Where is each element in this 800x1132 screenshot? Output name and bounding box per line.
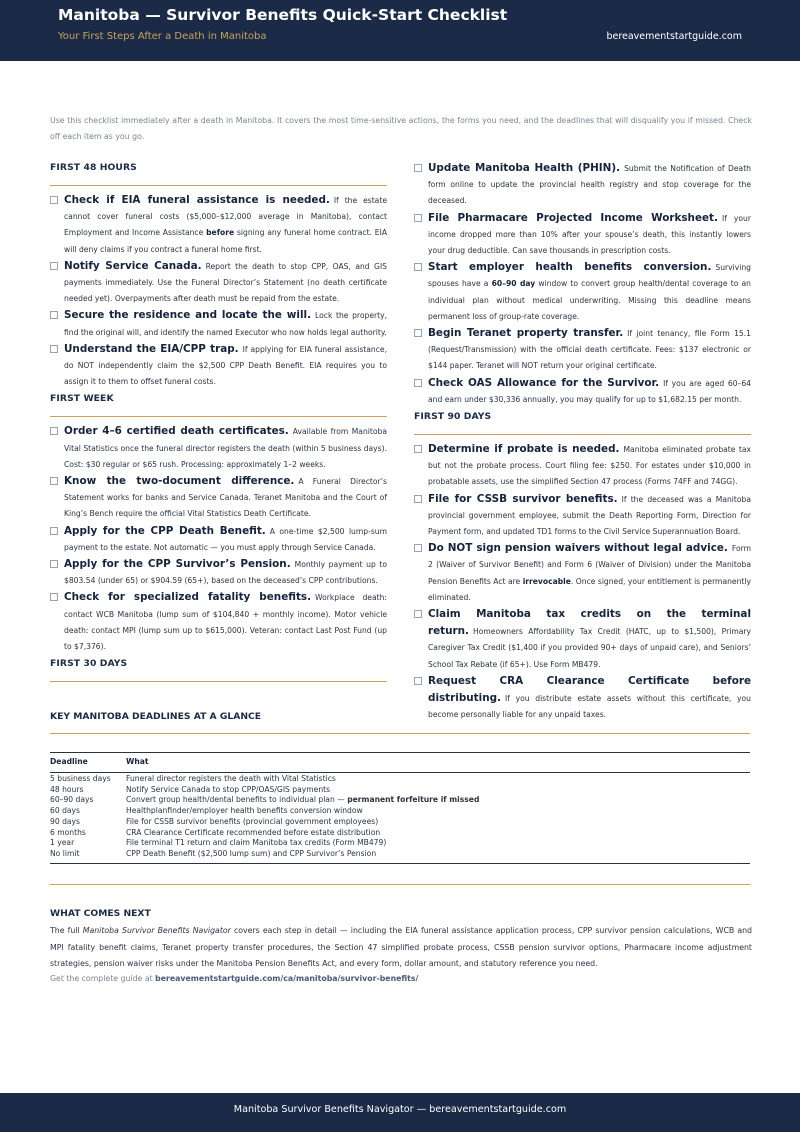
table-row (50, 838, 750, 849)
checkbox[interactable] (50, 560, 58, 568)
item-text: A Funeral Director’s Statement works for banks and Service Canada. Teranet Manitoba and the Court of King’s Bench require the official Vital Statistics Death Certificate. (64, 477, 387, 519)
checklist-item (50, 341, 387, 391)
table-row (50, 785, 750, 796)
item-text: signing any funeral home contract. EIA will deny claims if you contract a funeral home first. (64, 228, 388, 254)
deadline-cell: 90 days (50, 816, 81, 826)
item-text: Form 2 (Waiver of Survivor Benefit) and Form 6 (Waiver of Division) under the Manitoba Pension Benefits Act are (428, 544, 751, 586)
item-emphasis: 60–90 day (491, 279, 536, 289)
table-row (50, 817, 750, 828)
item-text: If you distribute estate assets without this certificate, you become personally liable for any unpaid taxes. (428, 694, 751, 720)
checklist-item (50, 556, 387, 589)
whats-next-text-part: The full (50, 926, 80, 935)
footer-text: Manitoba Survivor Benefits Navigator — bereavementstartguide.com (233, 1104, 567, 1115)
item-heading: Update Manitoba Health (PHIN). (428, 162, 621, 174)
whats-next-text (50, 923, 752, 973)
checkbox[interactable] (50, 593, 58, 601)
item-heading: Check for specialized fatality benefits. (64, 591, 312, 604)
section-divider (414, 434, 751, 435)
deadline-cell: 60 days (50, 806, 81, 816)
column-header-what: What (126, 753, 750, 773)
item-text: If you are aged 60–64 and earn under $30,336 annually, you may qualify for up to $1,682.15 per month. (428, 378, 751, 404)
section-title-first-30-days: FIRST 30 DAYS (50, 658, 128, 670)
deadline-cell: 6 months (50, 827, 86, 837)
section-divider (50, 185, 387, 186)
table-row (50, 828, 750, 839)
deadline-cell: 5 business days (50, 774, 111, 783)
checkbox[interactable] (414, 544, 422, 552)
table-row (50, 849, 750, 863)
what-cell: Funeral director registers the death with Vital Statistics (126, 774, 336, 783)
table-row (50, 795, 750, 806)
item-text: Surviving spouses have a (428, 263, 751, 289)
section-divider (50, 416, 387, 417)
item-text: Workplace death: contact WCB Manitoba (lump sum of $104,840 + monthly income). Motor vehicle death: contact MPI (lump sum up to $615,000). Veteran: contact Last Post Fund (up to $7,376). (64, 593, 387, 652)
checkbox[interactable] (50, 427, 58, 435)
checklist-item (50, 423, 387, 473)
item-heading: Check OAS Allowance for the Survivor. (428, 376, 660, 389)
deadline-cell: 60–90 days (50, 795, 94, 805)
checkbox[interactable] (414, 379, 422, 387)
deadlines-table (50, 752, 750, 864)
checkbox[interactable] (50, 345, 58, 353)
checklist-item (414, 673, 751, 724)
checklist-item (50, 258, 387, 308)
guide-link-prefix: Get the complete guide at (50, 974, 153, 983)
item-emphasis: before (206, 228, 235, 238)
item-heading: Apply for the CPP Survivor’s Pension. (64, 558, 291, 571)
what-cell (126, 795, 750, 806)
item-emphasis: irrevocable (522, 576, 571, 586)
checkbox[interactable] (50, 262, 58, 270)
item-heading: Notify Service Canada. (64, 259, 202, 272)
checklist-item (50, 473, 387, 523)
what-text: Convert group health/dental benefits to individual plan — (126, 795, 345, 805)
item-heading: Apply for the CPP Death Benefit. (64, 524, 266, 537)
what-cell: Notify Service Canada to stop CPP/OAS/GIS payments (126, 784, 331, 794)
item-text: Report the death to stop CPP, OAS, and GIS payments immediately. Use the Funeral Director’s Statement (no death certificate needed yet). Overpayments after death must be repaid from the estate. (64, 261, 387, 304)
page-header (0, 0, 800, 61)
item-heading: Check if EIA funeral assistance is needed. (64, 194, 330, 206)
what-cell: File terminal T1 return and claim Manitoba tax credits (Form MB479) (126, 838, 387, 848)
item-text: Lock the property, find the original will, and identify the named Executor who now holds legal authority. (64, 311, 387, 337)
deadline-cell: 48 hours (50, 784, 84, 794)
checklist-item (414, 441, 751, 491)
page-footer (0, 1093, 800, 1132)
checklist-item (414, 606, 751, 673)
checklist-right-column (414, 160, 751, 724)
page-title: Manitoba — Survivor Benefits Quick-Start Checklist (58, 6, 508, 24)
section-divider (50, 681, 387, 682)
item-heading: Know the two-document difference. (64, 475, 295, 488)
checklist-item (414, 375, 751, 408)
checklist-item (414, 259, 751, 325)
guide-name: Manitoba Survivor Benefits Navigator (82, 926, 231, 935)
table-row (50, 806, 750, 817)
what-cell: CPP Death Benefit ($2,500 lump sum) and CPP Survivor’s Pension (126, 849, 750, 863)
item-text: If the estate cannot cover funeral costs ($5,000–$12,000 average in Manitoba), contact Employment and Income Assistance (64, 196, 387, 238)
deadline-cell: 1 year (50, 838, 75, 848)
checkbox[interactable] (50, 196, 58, 204)
deadline-cell: No limit (50, 849, 126, 863)
section-divider (50, 884, 750, 885)
item-text: If joint tenancy, file Form 15.1 (Request/Transmission) with the official death certificate. Fees: $137 electronic or $144 paper. Teranet will NOT return your original certificate. (428, 329, 751, 371)
item-text: Monthly payment up to $803.54 (under 65) or $904.59 (65+), based on the deceased’s CPP contributions. (64, 560, 388, 586)
checklist-item (50, 523, 387, 556)
checkbox[interactable] (414, 495, 422, 503)
deadlines-title: KEY MANITOBA DEADLINES AT A GLANCE (50, 711, 262, 722)
section-title-first-48-hours: FIRST 48 HOURS (50, 162, 137, 173)
section-divider (50, 733, 750, 734)
item-heading: Do NOT sign pension waivers without legal advice. (428, 542, 728, 555)
item-heading: Start employer health benefits conversion. (428, 261, 712, 274)
checkbox[interactable] (414, 164, 422, 172)
checklist-item (414, 325, 751, 375)
item-text: Submit the Notification of Death form online to update the provincial health registry and stop coverage for the deceased. (428, 164, 751, 206)
item-heading: Determine if probate is needed. (428, 443, 620, 456)
intro-text: Use this checklist immediately after a death in Manitoba. It covers the most time-sensitive actions, the forms you need, and the deadlines that will disqualify you if missed. Check off each item as you go. (50, 116, 752, 141)
section-title-first-90-days: FIRST 90 DAYS (414, 411, 492, 423)
checklist-item (414, 210, 751, 260)
checkbox[interactable] (50, 527, 58, 535)
checkbox[interactable] (414, 610, 422, 618)
what-cell: File for CSSB survivor benefits (provincial government employees) (126, 816, 379, 826)
checklist-item (414, 491, 751, 541)
checklist-left-column (50, 160, 387, 688)
table-header-row (50, 753, 750, 773)
table-row (50, 773, 750, 785)
item-text: . Once signed, your entitlement is permanently eliminated. (428, 576, 751, 602)
checkbox[interactable] (50, 477, 58, 485)
item-text: window to convert group health/dental coverage to an individual plan without medical underwriting. Missing this deadline means permanent loss of group-rate coverage. (428, 279, 751, 321)
item-heading: Claim Manitoba tax credits on the terminal return. (428, 608, 751, 638)
checklist-item (50, 192, 387, 258)
checklist-item (414, 540, 751, 606)
item-heading: Understand the EIA/CPP trap. (64, 342, 239, 355)
item-heading: File Pharmacare Projected Income Worksheet. (428, 211, 718, 224)
item-heading: Request CRA Clearance Certificate before distributing. (428, 674, 751, 705)
checkbox[interactable] (414, 263, 422, 271)
checklist-item (414, 160, 751, 210)
checkbox[interactable] (414, 329, 422, 337)
item-heading: File for CSSB survivor benefits. (428, 492, 618, 505)
checkbox[interactable] (414, 677, 422, 685)
column-header-deadline: Deadline (50, 753, 126, 773)
item-heading: Order 4–6 certified death certificates. (64, 425, 289, 438)
guide-link-line (50, 974, 418, 983)
item-heading: Secure the residence and locate the will. (64, 309, 312, 322)
what-cell: CRA Clearance Certificate recommended before estate distribution (126, 827, 381, 837)
header-site-link[interactable]: bereavementstartguide.com (606, 31, 742, 42)
item-heading: Begin Teranet property transfer. (428, 327, 624, 340)
checklist-item (50, 589, 387, 655)
item-text: If the deceased was a Manitoba provincial government employee, submit the Death Reporting Form, Direction for Payment form, and updated TD1 forms to the Civil Service Superannuation Board. (428, 494, 751, 537)
page-subtitle: Your First Steps After a Death in Manitoba (58, 31, 267, 42)
checkbox[interactable] (414, 445, 422, 453)
whats-next-text-part: covers each step in detail — including the EIA funeral assistance application process, CPP survivor pension calculations, WCB and MPI fatality benefit claims, Teranet property transfer procedures, the Section 47 simplified probate process, CSSB pension survivor options, Pharmacare income adjustment strategies, pension waiver risks under the Manitoba Pension Benefits Act, and every form, dollar amount, and statutory reference you need. (50, 926, 753, 968)
item-text: If applying for EIA funeral assistance, do NOT independently claim the $2,500 CPP Death Benefit. EIA requires you to assign it to them to offset funeral costs. (64, 344, 387, 387)
item-text: Homeowners Affordability Tax Credit (HATC, up to $1,500), Primary Caregiver Tax Credit ($1,400 if you provided 90+ days of unpaid care), and Seniors’ School Tax Rebate (if 65+). Use Form MB479. (428, 627, 751, 669)
whats-next-title: WHAT COMES NEXT (50, 908, 151, 919)
item-text: Manitoba eliminated probate tax but not the probate process. Court filing fee: $250. For estates under $10,000 in probatable assets, use the simplified Section 47 process (Forms 74FF and 74GG). (428, 445, 751, 487)
what-emphasis: permanent forfeiture if missed (347, 795, 480, 805)
item-text: Available from Manitoba Vital Statistics once the funeral director registers the death (within 5 business days). Cost: $30 regular or $65 rush. Processing: approximately 1–2 weeks. (64, 427, 387, 469)
what-cell: Healthplanfinder/employer health benefits conversion window (126, 806, 363, 816)
item-text: A one-time $2,500 lump-sum payment to the estate. Not automatic — you must apply through Service Canada. (64, 526, 387, 552)
checkbox[interactable] (414, 214, 422, 222)
checkbox[interactable] (50, 311, 58, 319)
item-text: If your income dropped more than 10% after your spouse’s death, this instantly lowers your drug deductible. Can save thousands in prescription costs. (428, 213, 751, 256)
checklist-item (50, 307, 387, 340)
section-title-first-week: FIRST WEEK (50, 393, 114, 405)
guide-link[interactable]: bereavementstartguide.com/ca/manitoba/survivor-benefits/ (155, 974, 419, 983)
